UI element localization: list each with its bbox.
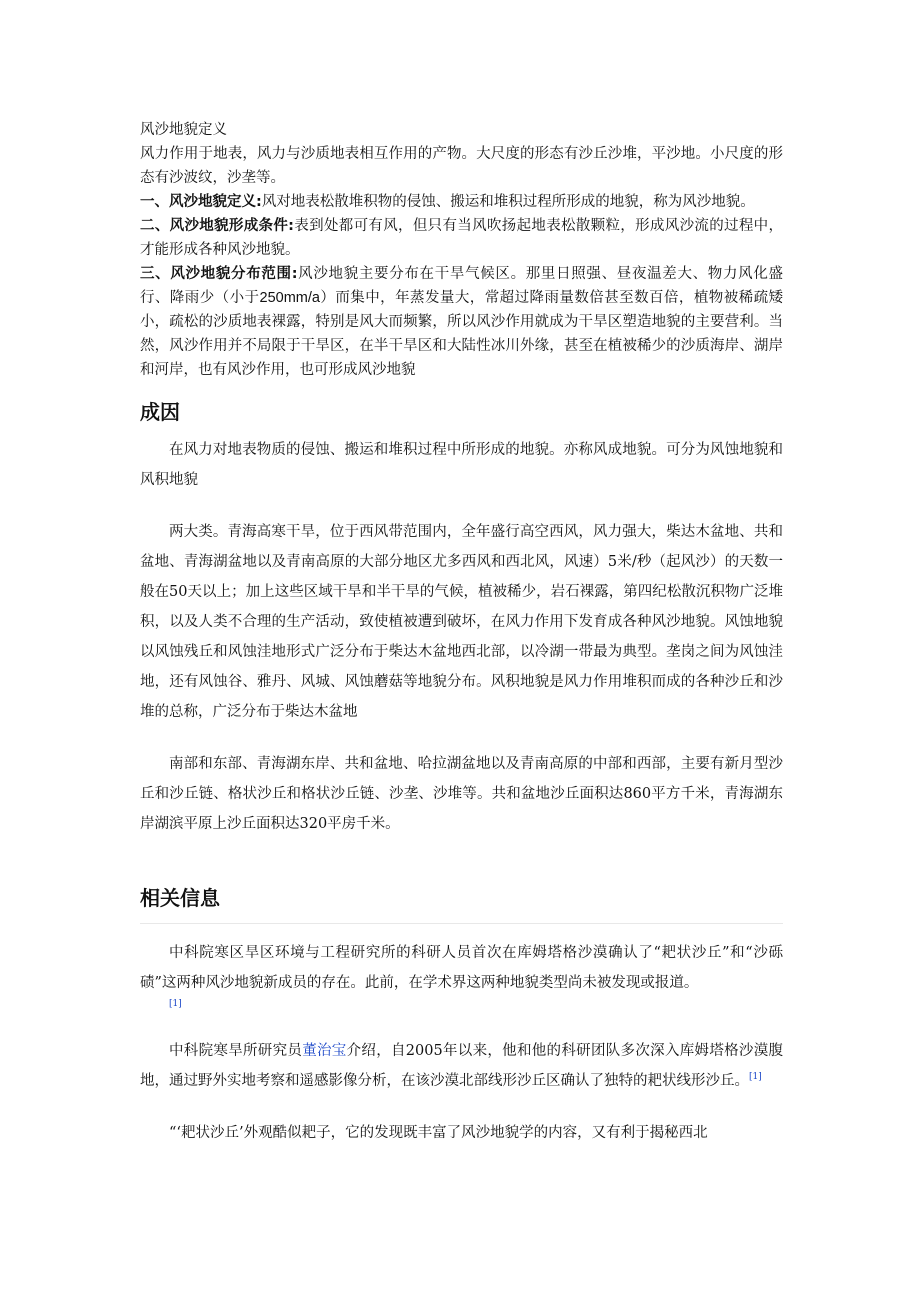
cause-paragraph-2: 两大类。青海高寒干旱，位于西风带范围内，全年盛行高空西风，风力强大，柴达木盆地、共和盆地、青海湖盆地以及青南高原的大部分地区尤多西风和西北风，风速）5米/秒（起风沙）的天数一般在50天以上；加上这些区域干旱和半干旱的气候，植被稀少，岩石裸露，第四纪松散沉积物广泛堆积，以及人类不合理的生产活动，致使植被遭到破坏，在风力作用下发育成各种风沙地貌。风蚀地貌以风蚀残丘和风蚀洼地形式广泛分布于柴达木盆地西北部，以冷湖一带最为典型。垄岗之间为风蚀洼地，还有风蚀谷、雅丹、风城、风蚀蘑菇等地貌分布。风积地貌是风力作用堆积而成的各种沙丘和沙堆的总称，广泛分布于柴达木盆地 — [140, 524, 783, 720]
related-paragraph-3: “‘耙状沙丘’外观酷似耙子，它的发现既丰富了风沙地貌学的内容，又有利于揭秘西北 — [169, 1125, 708, 1141]
cause-paragraph-1: 在风力对地表物质的侵蚀、搬运和堆积过程中所形成的地貌。亦称风成地貌。可分为风蚀地貌和风积地貌 — [140, 442, 783, 488]
related-p2-text-a: 中科院寒旱所研究员 — [169, 1043, 303, 1059]
intro-item-2 — [140, 214, 783, 262]
item-3-text-b: ）而集中，年蒸发量大，常超过降雨量数倍甚至数百倍，植物被稀疏矮小，疏松的沙质地表裸露，特别是风大而频繁，所以风沙作用就成为干旱区塑造地貌的主要营利。当然，风沙作用并不局限于干旱区，在半干旱区和大陆性冰川外缘，甚至在植被稀少的沙质海岸、湖岸和河岸，也有风沙作用，也可形成风沙地貌 — [140, 290, 784, 378]
section-divider — [140, 923, 783, 924]
researcher-name-link[interactable]: 董治宝 — [302, 1043, 347, 1059]
intro-title: 风沙地貌定义 — [140, 122, 227, 138]
item-2-text: 表到处都可有风，但只有当风吹扬起地表松散颗粒，形成风沙流的过程中，才能形成各种风沙地貌。 — [140, 218, 783, 258]
intro-definition: 风力作用于地表，风力与沙质地表相互作用的产物。大尺度的形态有沙丘沙堆，平沙地。小尺度的形态有沙波纹，沙垄等。 — [140, 146, 783, 186]
related-paragraph-1 — [140, 938, 783, 1010]
item-3-text-a: 风沙地貌主要分布在干旱气候区。那里日照强、昼夜温差大、物力风化盛行、降雨少（小于 — [140, 266, 783, 306]
related-heading: 相关信息 — [140, 886, 220, 910]
item-3-label: 三、风沙地貌分布范围: — [140, 266, 298, 282]
document-page — [140, 118, 783, 1148]
citation-link[interactable]: [1] — [169, 999, 182, 1009]
item-2-label: 二、风沙地貌形成条件: — [140, 218, 294, 234]
item-1-label: 一、风沙地貌定义: — [140, 194, 262, 210]
item-3-number: 250mm/a — [259, 290, 320, 306]
cause-heading: 成因 — [140, 400, 180, 424]
intro-item-1 — [140, 190, 783, 214]
citation-link[interactable]: [1] — [749, 1072, 762, 1083]
related-p2-text-b: 介绍，自2005年以来，他和他的科研团队多次深入库姆塔格沙漠腹地，通过野外实地考察和遥感影像分析，在该沙漠北部线形沙丘区确认了独特的耙状线形沙丘。 — [140, 1043, 784, 1089]
related-p1-text: 中科院寒区旱区环境与工程研究所的科研人员首次在库姆塔格沙漠确认了“耙状沙丘”和“沙砾碛”这两种风沙地貌新成员的存在。此前，在学术界这两种地貌类型尚未被发现或报道。 — [140, 945, 783, 991]
cause-paragraph-3: 南部和东部、青海湖东岸、共和盆地、哈拉湖盆地以及青南高原的中部和西部，主要有新月型沙丘和沙丘链、格状沙丘和格状沙丘链、沙垄、沙堆等。共和盆地沙丘面积达860平方千米，青海湖东岸湖滨平原上沙丘面积达320平房千米。 — [140, 756, 783, 832]
related-paragraph-2 — [140, 1036, 783, 1096]
item-1-text: 风对地表松散堆积物的侵蚀、搬运和堆积过程所形成的地貌，称为风沙地貌。 — [261, 194, 755, 210]
intro-item-3 — [140, 262, 783, 382]
